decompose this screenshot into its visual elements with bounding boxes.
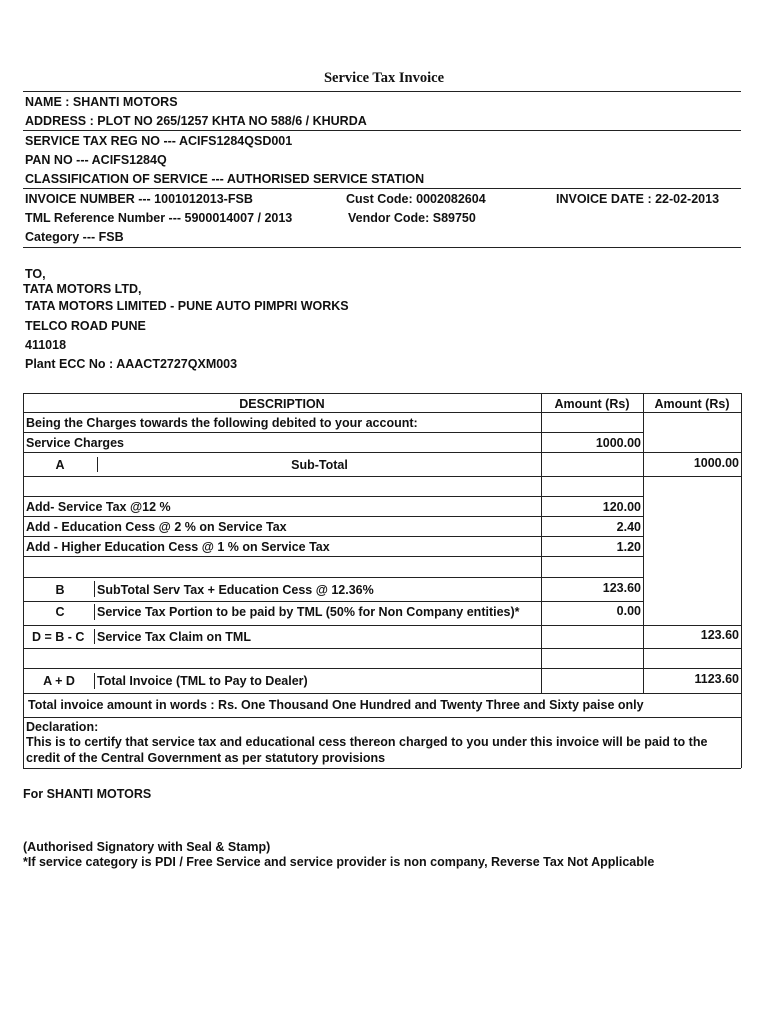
table-border: [23, 625, 741, 626]
table-border: [23, 648, 741, 649]
code-separator: [94, 673, 95, 689]
divider: [23, 247, 741, 248]
column-header-amount: Amount (Rs): [554, 397, 630, 411]
row-code: A: [55, 458, 65, 472]
row-description: Total Invoice (TML to Pay to Dealer): [97, 674, 308, 688]
row-description: Being the Charges towards the following debited to your account:: [26, 416, 418, 430]
column-header-amount: Amount (Rs): [654, 397, 730, 411]
row-code: A + D: [43, 674, 75, 688]
code-separator: [94, 604, 95, 620]
row-description: SubTotal Serv Tax + Education Cess @ 12.36%: [97, 583, 374, 597]
recipient-line: 411018: [25, 338, 67, 352]
dealer-name: NAME : SHANTI MOTORS: [25, 95, 178, 109]
row-description: Add - Education Cess @ 2 % on Service Tax: [26, 520, 287, 534]
service-classification: CLASSIFICATION OF SERVICE --- AUTHORISED SERVICE STATION: [25, 172, 425, 186]
declaration-text: credit of the Central Government as per statutory provisions: [26, 751, 386, 765]
table-border: [23, 476, 741, 477]
recipient-line: TATA MOTORS LIMITED - PUNE AUTO PIMPRI WORKS: [25, 299, 349, 313]
table-border: [23, 432, 643, 433]
recipient-to: TO,: [25, 267, 46, 281]
table-border: [23, 768, 741, 769]
row-amount: 123.60: [700, 628, 739, 642]
row-code: C: [55, 605, 65, 619]
category: Category --- FSB: [25, 230, 124, 244]
footnote: *If service category is PDI / Free Service and service provider is non company, Reverse Tax Not Applicable: [23, 855, 655, 869]
recipient-line: TATA MOTORS LTD,: [23, 282, 142, 296]
table-border: [23, 577, 643, 578]
tml-reference: TML Reference Number --- 5900014007 / 2013: [25, 211, 293, 225]
invoice-number: INVOICE NUMBER --- 1001012013-FSB: [25, 192, 253, 206]
code-separator: [94, 629, 95, 644]
service-tax-reg: SERVICE TAX REG NO --- ACIFS1284QSD001: [25, 134, 293, 148]
table-border: [23, 516, 643, 517]
table-border: [23, 556, 643, 557]
amount-in-words: Total invoice amount in words : Rs. One Thousand One Hundred and Twenty Three and Sixty paise only: [28, 698, 644, 712]
authorised-signatory: (Authorised Signatory with Seal & Stamp): [23, 840, 271, 854]
table-border: [23, 452, 741, 453]
invoice-date: INVOICE DATE : 22-02-2013: [556, 192, 720, 206]
table-border: [23, 717, 741, 718]
column-header-description: DESCRIPTION: [239, 397, 325, 411]
table-border: [23, 668, 741, 669]
declaration-text: This is to certify that service tax and educational cess thereon charged to you under this invoice will be paid to the: [26, 735, 708, 749]
pan-number: PAN NO --- ACIFS1284Q: [25, 153, 167, 167]
row-description: Service Tax Claim on TML: [97, 630, 251, 644]
table-border: [23, 412, 741, 413]
table-border: [23, 601, 643, 602]
row-description: Service Charges: [26, 436, 124, 450]
row-amount: 0.00: [616, 604, 641, 618]
row-description: Add - Higher Education Cess @ 1 % on Service Tax: [26, 540, 330, 554]
table-border: [23, 693, 741, 694]
divider: [23, 91, 741, 92]
code-separator: [94, 581, 95, 597]
row-amount: 2.40: [616, 520, 641, 534]
dealer-address: ADDRESS : PLOT NO 265/1257 KHTA NO 588/6 / KHURDA: [25, 114, 367, 128]
table-border: [741, 393, 742, 768]
row-description: Sub-Total: [291, 458, 348, 472]
row-amount: 1123.60: [694, 672, 739, 686]
row-code: B: [55, 583, 65, 597]
row-amount: 1000.00: [595, 436, 641, 450]
table-border: [643, 393, 644, 693]
table-border: [23, 393, 741, 394]
row-amount: 1.20: [616, 540, 641, 554]
divider: [23, 188, 741, 189]
page-title: Service Tax Invoice: [323, 70, 445, 86]
divider: [23, 130, 741, 131]
for-company: For SHANTI MOTORS: [23, 787, 152, 801]
row-description: Add- Service Tax @12 %: [26, 500, 171, 514]
declaration-title: Declaration:: [26, 720, 99, 734]
cust-code: Cust Code: 0002082604: [346, 192, 486, 206]
row-description: Service Tax Portion to be paid by TML (50% for Non Company entities)*: [97, 605, 520, 619]
vendor-code: Vendor Code: S89750: [348, 211, 476, 225]
table-border: [23, 496, 643, 497]
row-amount: 120.00: [602, 500, 641, 514]
plant-ecc: Plant ECC No : AAACT2727QXM003: [25, 357, 238, 371]
recipient-line: TELCO ROAD PUNE: [25, 319, 146, 333]
table-border: [23, 393, 24, 768]
row-amount: 123.60: [602, 581, 641, 595]
row-amount: 1000.00: [693, 456, 739, 470]
table-border: [23, 536, 643, 537]
row-code: D = B - C: [32, 630, 85, 644]
